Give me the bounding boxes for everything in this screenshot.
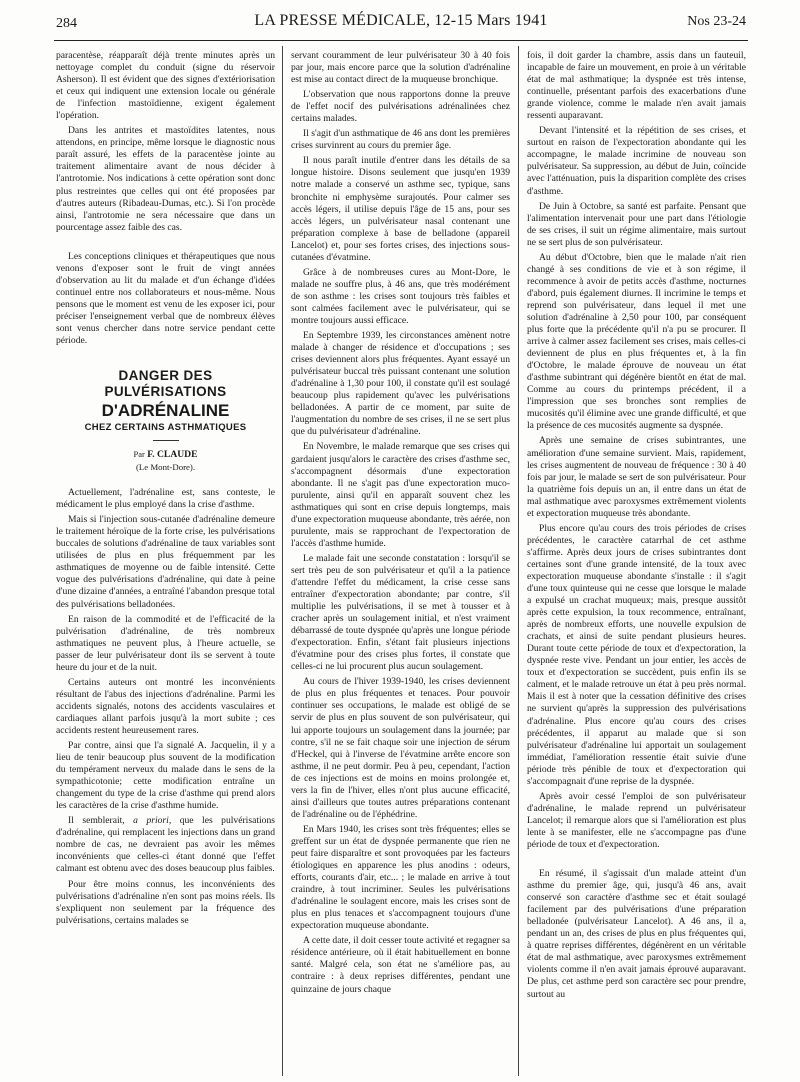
paragraph: Mais si l'injection sous-cutanée d'adrénaline demeure le traitement héroïque de la forte crise, les pulvérisations buccales de solutions d'adrénaline de taux variables sont utilisées de plus en plus fréquemment par les asthmatiques de moyenne ou de faible intensité. Cette vogue des pulvérisations d'adrénaline, qui date à peine d'une dizaine d'années, a entraîné l'abandon presque total des pulvérisations belladonées. [56, 514, 275, 610]
article-title-block [56, 368, 275, 441]
running-header [56, 10, 746, 36]
journal-title: LA PRESSE MÉDICALE, 12-15 Mars 1941 [254, 12, 548, 29]
paragraph: Il s'agit d'un asthmatique de 46 ans dont les premières crises survinrent au cours du premier âge. [291, 128, 510, 152]
paragraph: Dans les antrites et mastoïdites latentes, nous attendons, en principe, même lorsque le diagnostic nous paraît assuré, les effets de la paracentèse jointe au traitement alimentaire avant de nous décider à l'antrotomie. Nos indications à cette opération sont donc plus restreintes que celles qui ont été proposées par d'autres auteurs (Ribadeau-Dumas, etc.). Si l'on procède ainsi, l'antrotomie ne sera nécessaire que dans un pourcentage assez faible des cas. [56, 125, 275, 233]
column-divider [282, 46, 283, 1076]
column-middle [291, 50, 510, 1076]
paragraph-text: , que les pulvérisations d'adrénaline, qui remplacent les injections dans un grand nombre de cas, ne devraient pas avoir les mêmes inconvénients que celles-ci étant donné que l'effet calmant est obtenu avec des doses beaucoup plus faibles. [56, 815, 275, 875]
paragraph: Après avoir cessé l'emploi de son pulvérisateur d'adrénaline, le malade reprend un pulvérisateur Lancelot; il remarque alors que si l'amélioration est plus lente à se manifester, elle ne s'accompagne pas d'une période de toux et d'expectoration. [527, 790, 746, 850]
paragraph: L'observation que nous rapportons donne la preuve de l'effet nocif des pulvérisations adrénalinées chez certains malades. [291, 89, 510, 125]
paragraph-text: Il semblerait, [68, 815, 134, 827]
author-name: F. CLAUDE [147, 449, 198, 461]
page-number: 284 [56, 16, 77, 31]
paragraph: Le malade fait une seconde constatation : lorsqu'il se sert très peu de son pulvérisateur et qu'il a la patience d'attendre l'effet du médicament, la crise cesse sans entraîner d'expectoration abondante; par contre, s'il multiplie les pulvérisations, il se met à tousser et à cracher après un soulagement initial, et n'est vraiment débarrassé de toute dyspnée qu'après une longue période d'expectoration. Enfin, s'étant fait plusieurs injections d'évatmine pour des crises plus fortes, il constate que celles-ci ne lui procurent plus aucun soulagement. [291, 552, 510, 673]
paragraph: De Juin à Octobre, sa santé est parfaite. Pensant que l'alimentation intervenait pour une part dans l'étiologie de ses crises, il suit un régime alimentaire, mais surtout ne se sert plus de son pulvérisateur. [527, 200, 746, 248]
paragraph: En Novembre, le malade remarque que ses crises qui gardaient jusqu'alors le caractère des crises d'asthme sec, s'accompagnent désormais d'une expectoration abondante. Il ne s'agit pas d'une expectoration muco-purulente, ainsi qu'il en apparaît souvent chez les asthmatiques qui sont en crise depuis longtemps, mais d'une expectoration muqueuse abondante, très aérée, non purulente, mais se rapprochant de l'expectoration de l'accès d'asthme humide. [291, 441, 510, 549]
author-prefix: Par [133, 449, 145, 460]
paragraph: paracentèse, réapparaît déjà trente minutes après un nettoyage complet du conduit (signe du réservoir Asherson). Il est évident que des signes d'extériorisation et ceux qui indiquent une extension locale ou générale de l'infection mastoïdienne, exigent également l'opération. [56, 50, 275, 122]
title-short-rule [153, 440, 179, 441]
paragraph: En raison de la commodité et de l'efficacité de la pulvérisation d'adrénaline, de très nombreux asthmatiques ne peuvent plus, à l'heure actuelle, se passer de leur pulvérisateur dont ils se servent à toute heure du jour et de la nuit. [56, 613, 275, 673]
paragraph: Actuellement, l'adrénaline est, sans conteste, le médicament le plus employé dans la crise d'asthme. [56, 487, 275, 511]
column-left [56, 50, 275, 1076]
article-title-line2: D'ADRÉNALINE [101, 401, 230, 421]
column-right [527, 50, 746, 1076]
paragraph: Les conceptions cliniques et thérapeutiques que nous venons d'exposer sont le fruit de vingt années d'observation au lit du malade et d'un échange d'idées continuel entre nos collaborateurs et nous-même. Nous pensons que le moment est venu de les exposer ici, pour préciser l'enseignement verbal que de nombreux élèves sont venus chercher dans notre service pendant cette période. [56, 250, 275, 347]
paragraph: A cette date, il doit cesser toute activité et regagner sa résidence antérieure, où il était habituellement en bonne santé. Malgré cela, son état ne s'améliore pas, au contraire : à deux reprises différentes, pendant une quinzaine de jours chaque [291, 935, 510, 995]
column-divider [518, 46, 519, 1076]
paragraph: fois, il doit garder la chambre, assis dans un fauteuil, incapable de faire un mouvement, en proie à un véritable état de mal asthmatique; la dyspnée est très intense, continuelle, présentant parfois des exacerbations d'une grande violence, comme le malade n'en avait jamais ressenti auparavant. [527, 50, 746, 122]
section-gap [527, 854, 746, 868]
author-affiliation: (Le Mont-Dore). [135, 462, 196, 473]
paragraph: Pour être moins connus, les inconvénients des pulvérisations d'adrénaline n'en sont pas moins réels. Ils s'expliquent non seulement par la fréquence des pulvérisations, certains malades se [56, 878, 275, 926]
article-subtitle: CHEZ CERTAINS ASTHMATIQUES [84, 422, 247, 434]
paragraph: Plus encore qu'au cours des trois périodes de crises précédentes, le caractère catarrhal de cet asthme s'affirme. Après deux jours de crises subintrantes dont certaines sont d'une grande intensité, de la toux avec expectoration muqueuse abondante s'installe : il s'agit d'une toux quinteuse qui ne cesse que lorsque le malade a expulsé un crachat muqueux; mais, presque aussitôt après cette expulsion, la toux recommence, entraînant, après de nombreux efforts, une nouvelle expulsion de crachats, et ainsi de suite pendant plusieurs heures. Durant toute cette période de toux et d'expectoration, la dyspnée reste vive. Pendant un jour entier, les accès de toux et d'expectoration se succèdent, puis enfin ils se calment, et le malade retrouve un état à peu près normal. Mais il est à noter que la cessation définitive des crises ne survient qu'après la suppression des pulvérisations d'adrénaline. Plus encore qu'au cours des crises précédentes, il apparut au malade que si son pulvérisateur d'adrénaline lui apportait un soulagement immédiat, l'amélioration ressentie était suivie d'une période très pénible de toux et d'expectoration qui s'accompagnait d'une reprise de la dyspnée. [527, 522, 746, 787]
section-gap [56, 350, 275, 364]
paragraph: En résumé, il s'agissait d'un malade atteint d'un asthme du premier âge, qui, jusqu'à 46 ans, avait conservé son caractère d'asthme sec et était soulagé facilement par des pulvérisations d'une préparation belladonée (pulvérisateur Lancelot). A 46 ans, il a, pendant un an, des crises de plus en plus fréquentes qui, à quatre reprises différentes, dégénèrent en un véritable état de mal asthmatique, avec paroxysmes extrêmement violents comme il n'en avait jamais éprouvé auparavant. De plus, cet asthme perd son caractère sec pour prendre, surtout au [527, 868, 746, 1000]
paragraph: En Mars 1940, les crises sont très fréquentes; elles se greffent sur un état de dyspnée permanente que rien ne peut faire disparaître et sont provoquées par les facteurs étiologiques en apparence les plus anodins : odeurs, efforts, courants d'air, etc... ; le malade en arrive à tout craindre, à tout incriminer. Seules les pulvérisations d'adrénaline le soulagent encore, mais les crises sont de plus en plus tenaces et s'accompagnent toujours d'une expectoration muqueuse abondante. [291, 823, 510, 932]
author-line [56, 448, 275, 461]
paragraph: servant couramment de leur pulvérisateur 30 à 40 fois par jour, mais encore parce que la solution d'adrénaline est mise au contact direct de la muqueuse bronchique. [291, 50, 510, 86]
issue-number: Nos 23-24 [687, 14, 746, 29]
paragraph: Au début d'Octobre, bien que le malade n'ait rien changé à ses conditions de vie et à son régime, il recommence à avoir de petits accès d'asthme, nocturnes d'abord, puis également diurnes. Il incrimine le temps et reprend son pulvérisateur, dans lequel il met une solution d'adrénaline à 2,50 pour 100, par conséquent plus forte que la précédente qu'il n'a pu se procurer. Il arrive à calmer assez facilement ses crises, mais celles-ci deviennent de plus en plus fréquentes et, à la fin d'Octobre, le malade éprouve de nouveau un état d'asthme subintrant qui dégénère bientôt en état de mal. Comme au cours du printemps précédent, il a l'impression que ses bronches sont remplies de mucosités qu'il élimine avec une grande difficulté, et que la présence de ces mucosités augmente sa dyspnée. [527, 251, 746, 432]
italic-phrase: a priori [133, 815, 169, 827]
article-title-line1: DANGER DES PULVÉRISATIONS [104, 368, 227, 400]
paragraph: Certains auteurs ont montré les inconvénients résultant de l'abus des injections d'adrénaline. Parmi les accidents signalés, notons des accidents vasculaires et cardiaques allant parfois jusqu'à la mort subite ; ces accidents restent heureusement rares. [56, 676, 275, 736]
paragraph: Au cours de l'hiver 1939-1940, les crises deviennent de plus en plus fréquentes et tenaces. Pour pouvoir continuer ses occupations, le malade est obligé de se servir de plus en plus souvent de son pulvérisateur, qui lui apporte toujours un soulagement dans la journée; par contre, s'il ne se fait chaque soir une injection de sérum d'Heckel, qui à l'inverse de l'évatmine arrête encore son asthme, il ne peut dormir. Peu à peu, cependant, l'action de ces injections est de moins en moins prolongée et, vers la fin de l'hiver, elles n'ont plus aucune efficacité, ainsi d'ailleurs que toutes autres préparations contenant de l'adrénaline ou de l'éphédrine. [291, 676, 510, 820]
paragraph: Après une semaine de crises subintrantes, une amélioration d'une semaine survient. Mais, rapidement, les crises augmentent de nouveau de fréquence : 30 à 40 fois par jour, le malade se sert de son pulvérisateur. Pour la quatrième fois depuis un an, il entre dans un état de mal asthmatique avec paroxysmes extrêmement violents et expectoration muqueuse très abondante. [527, 435, 746, 519]
paragraph: En Septembre 1939, les circonstances amènent notre malade à changer de résidence et d'occupations ; ses crises deviennent alors plus fréquentes. Ayant essayé un pulvérisateur buccal très puissant contenant une solution d'adrénaline à 1,30 pour 100, il constate qu'il est soulagé beaucoup plus rapidement qu'avec les pulvérisations belladonées. A partir de ce moment, par suite de l'augmentation du nombre de ses crises, il ne se sert plus que du pulvérisateur d'adrénaline. [291, 330, 510, 438]
paragraph: Il nous paraît inutile d'entrer dans les détails de sa longue histoire. Disons seulement que jusqu'en 1939 notre malade a conservé un asthme sec, typique, sans bronchite ni emphysème surajoutés. Pour calmer ses accès légers, il utilise depuis l'âge de 15 ans, pour ses accès légers, un pulvérisateur nasal contenant une préparation complexe à base de belladone (appareil Lancelot) et, pour ses fortes crises, des injections sous-cutanées d'évatmine. [291, 155, 510, 263]
header-rule [54, 40, 748, 41]
section-gap [56, 237, 275, 251]
paragraph: Par contre, ainsi que l'a signalé A. Jacquelin, il y a lieu de tenir beaucoup plus souvent de la modification du tempérament nerveux du malade dans le sens de la sympathicotonie; cette modification entraîne un changement du type de la crise d'asthme qui prend alors les caractères de la crise d'asthme humide. [56, 740, 275, 812]
paragraph: Grâce à de nombreuses cures au Mont-Dore, le malade ne souffre plus, à 46 ans, que très modérément de son asthme : les crises sont toujours très faibles et sont calmées facilement avec le pulvérisateur, qui se montre toujours aussi efficace. [291, 266, 510, 326]
paragraph [56, 815, 275, 875]
paragraph: Devant l'intensité et la répétition de ses crises, et surtout en raison de l'expectoration abondante qui les accompagne, le malade incrimine de nouveau son pulvérisateur. Sa suppression, au début de Juin, coïncide avec l'atténuation, puis la disparition complète des crises d'asthme. [527, 125, 746, 197]
